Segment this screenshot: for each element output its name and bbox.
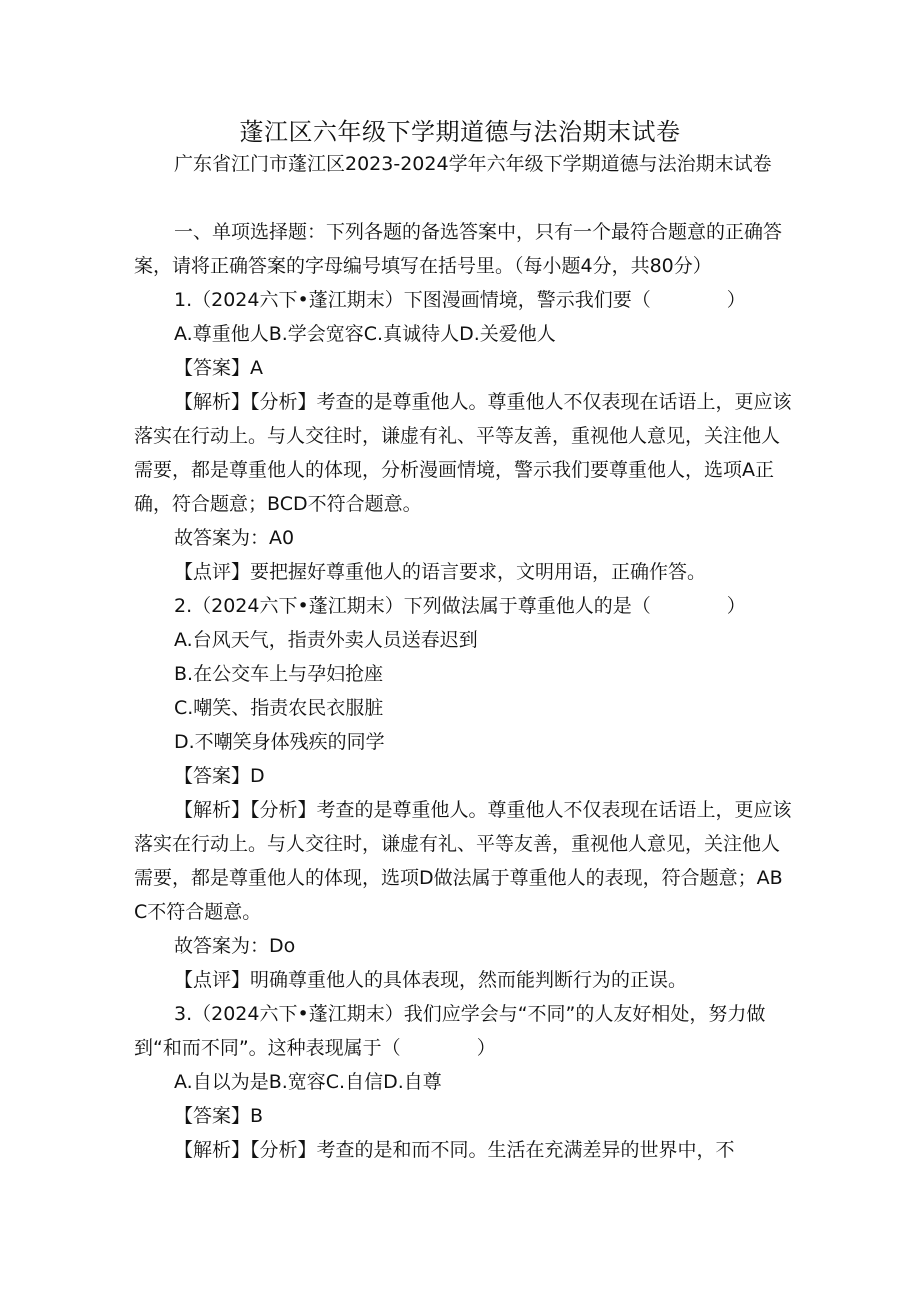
q2-comment: 【点评】明确尊重他人的具体表现，然而能判断行为的正误。: [174, 969, 688, 991]
q1-comment: 【点评】要把握好尊重他人的语言要求，文明用语，正确作答。: [174, 561, 707, 583]
q2-analysis: 【解析】【分析】考查的是尊重他人。尊重他人不仅表现在话语上，更应该落实在行动上。与人交往时，谦虚有礼、平等友善，重视他人意见，关注他人需要，都是尊重他人的体现，选项D做法属于尊重他人的表现，符合题意；ABC不符合题意。: [134, 799, 792, 923]
section-heading: 一、单项选择题：下列各题的备选答案中，只有一个最符合题意的正确答案，请将正确答案的字母编号填写在括号里。（每小题4分，共80分）: [134, 221, 783, 277]
q2-option-d: D.不嘲笑身体残疾的同学: [174, 731, 385, 753]
doc-title: 蓬江区六年级下学期道德与法治期末试卷: [239, 118, 681, 146]
q1-stem: 1.（2024六下•蓬江期末）下图漫画情境，警示我们要（ ）: [174, 289, 746, 311]
q2-answer: 【答案】D: [174, 765, 265, 787]
q2-option-c: C.嘲笑、指责农民衣服脏: [174, 697, 384, 719]
q2-option-a: A.台风天气，指责外卖人员送春迟到: [174, 629, 478, 651]
q2-option-b: B.在公交车上与孕妇抢座: [174, 663, 384, 685]
q3-analysis: 【解析】【分析】考查的是和而不同。生活在充满差异的世界中，不: [174, 1139, 735, 1161]
q1-options: A.尊重他人B.学会宽容C.真诚待人D.关爱他人: [174, 323, 556, 345]
doc-subtitle: 广东省江门市蓬江区2023-2024学年六年级下学期道德与法治期末试卷: [174, 153, 772, 175]
q2-final: 故答案为：Do: [174, 935, 296, 957]
q1-final: 故答案为：A0: [174, 527, 295, 549]
q1-analysis: 【解析】【分析】考查的是尊重他人。尊重他人不仅表现在话语上，更应该落实在行动上。与人交往时，谦虚有礼、平等友善，重视他人意见，关注他人需要，都是尊重他人的体现，分析漫画情境，警示我们要尊重他人，选项A正确，符合题意；BCD不符合题意。: [134, 391, 792, 515]
q3-answer: 【答案】B: [174, 1105, 264, 1127]
q1-answer: 【答案】A: [174, 357, 263, 379]
q3-options: A.自以为是B.宽容C.自信D.自尊: [174, 1071, 442, 1093]
q3-stem: 3.（2024六下•蓬江期末）我们应学会与“不同”的人友好相处，努力做到“和而不同”。这种表现属于（ ）: [134, 1003, 766, 1059]
q2-stem: 2.（2024六下•蓬江期末）下列做法属于尊重他人的是（ ）: [174, 595, 746, 617]
